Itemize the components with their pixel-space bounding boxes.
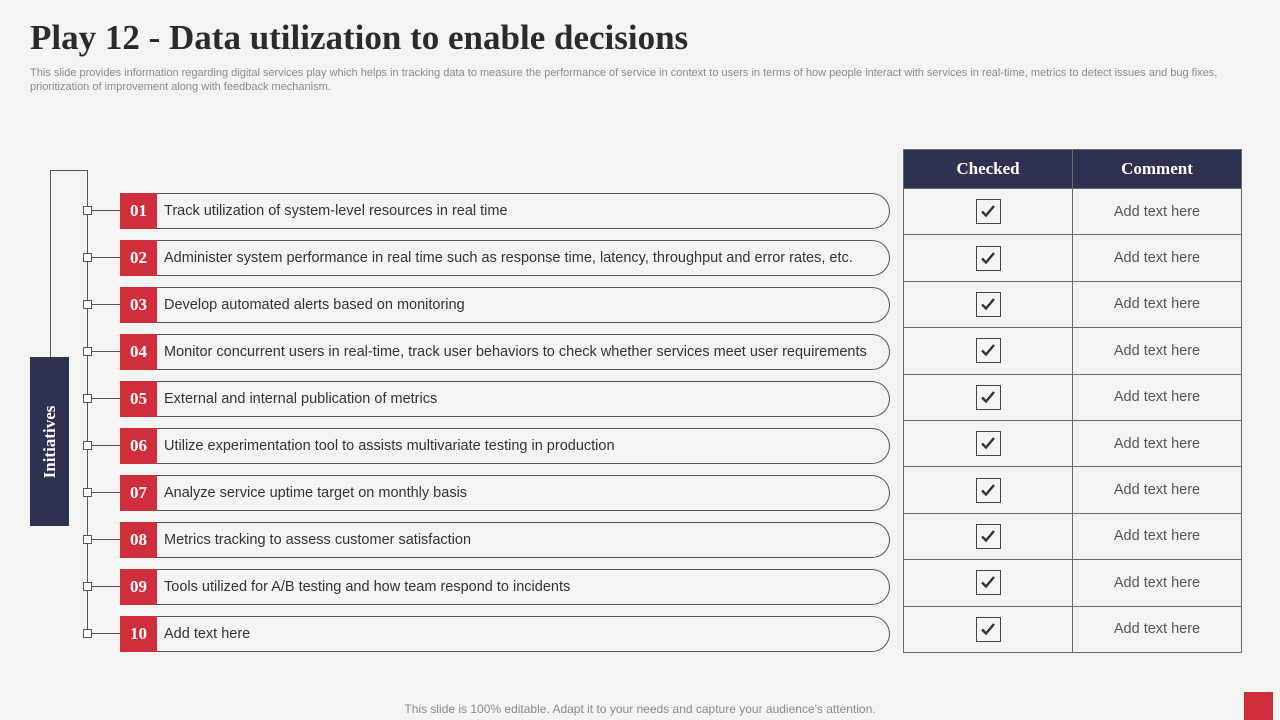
connector-line: [92, 257, 121, 258]
initiative-row: [83, 240, 893, 276]
initiative-row: [83, 569, 893, 605]
corner-accent-square: [1244, 692, 1273, 720]
checklist-table-body: [904, 189, 1242, 653]
connector-line: [92, 539, 121, 540]
checkbox-checked-icon[interactable]: [976, 431, 1001, 456]
checkbox-checked-icon[interactable]: [976, 292, 1001, 317]
comment-cell: Add text here: [1073, 513, 1242, 559]
table-row: [904, 420, 1242, 466]
comment-cell: Add text here: [1073, 189, 1242, 235]
connector-line: [92, 445, 121, 446]
connector-node: [83, 394, 92, 403]
table-row: [904, 513, 1242, 559]
initiative-number: 06: [120, 428, 157, 464]
initiatives-side-box: [30, 357, 69, 526]
initiative-number: 02: [120, 240, 157, 276]
comment-cell: Add text here: [1073, 606, 1242, 652]
bracket-left-line: [50, 170, 51, 358]
connector-node: [83, 253, 92, 262]
initiative-row: [83, 475, 893, 511]
connector-node: [83, 347, 92, 356]
initiative-number: 05: [120, 381, 157, 417]
checked-cell: [904, 606, 1073, 652]
initiative-text: Monitor concurrent users in real-time, track user behaviors to check whether services meet user requirements: [164, 344, 867, 360]
comment-cell: Add text here: [1073, 235, 1242, 281]
initiative-text: Analyze service uptime target on monthly basis: [164, 485, 468, 501]
checkbox-checked-icon[interactable]: [976, 199, 1001, 224]
connector-node: [83, 488, 92, 497]
comment-cell: Add text here: [1073, 328, 1242, 374]
initiative-row: [83, 616, 893, 652]
checked-cell: [904, 420, 1073, 466]
initiative-number: 10: [120, 616, 157, 652]
connector-line: [92, 210, 121, 211]
connector-line: [92, 304, 121, 305]
initiative-text: External and internal publication of metrics: [164, 391, 438, 407]
table-row: [904, 560, 1242, 606]
connector-line: [92, 586, 121, 587]
initiative-row: [83, 287, 893, 323]
initiative-number: 09: [120, 569, 157, 605]
connector-line: [92, 492, 121, 493]
page-subtitle: This slide provides information regarding digital services play which helps in tracking data to measure the performance of service in context to users in terms of how people interact with services in real-time, metrics to detect issues and bug fixes, prioritization of improvement along with feedback mechanism.: [30, 67, 1218, 93]
comment-cell: Add text here: [1073, 467, 1242, 513]
checkbox-checked-icon[interactable]: [976, 478, 1001, 503]
connector-node: [83, 629, 92, 638]
checkbox-checked-icon[interactable]: [976, 246, 1001, 271]
table-row: [904, 281, 1242, 327]
initiative-number: 08: [120, 522, 157, 558]
initiative-number: 04: [120, 334, 157, 370]
checked-cell: [904, 467, 1073, 513]
initiative-text: Add text here: [164, 626, 251, 642]
connector-node: [83, 441, 92, 450]
table-row: [904, 374, 1242, 420]
footer-note: This slide is 100% editable. Adapt it to your needs and capture your audience's attention.: [404, 702, 876, 716]
checkbox-checked-icon[interactable]: [976, 524, 1001, 549]
comment-cell: Add text here: [1073, 420, 1242, 466]
initiative-text: Utilize experimentation tool to assists multivariate testing in production: [164, 438, 615, 454]
page-title: Play 12 - Data utilization to enable decisions: [30, 18, 689, 57]
checked-cell: [904, 374, 1073, 420]
initiative-number: 01: [120, 193, 157, 229]
initiative-number: 07: [120, 475, 157, 511]
initiatives-label: Initiatives: [39, 405, 59, 478]
initiative-row: [83, 381, 893, 417]
checked-cell: [904, 235, 1073, 281]
checkbox-checked-icon[interactable]: [976, 338, 1001, 363]
checked-cell: [904, 281, 1073, 327]
table-header-row: [904, 150, 1242, 189]
initiative-row: [83, 193, 893, 229]
connector-node: [83, 535, 92, 544]
checkbox-checked-icon[interactable]: [976, 570, 1001, 595]
connector-node: [83, 300, 92, 309]
table-row: [904, 189, 1242, 235]
comment-header: Comment: [1073, 150, 1242, 189]
connector-line: [92, 398, 121, 399]
initiative-text: Metrics tracking to assess customer satisfaction: [164, 532, 472, 548]
initiative-text: Administer system performance in real time such as response time, latency, throughput and error rates, etc.: [164, 250, 853, 266]
connector-line: [92, 351, 121, 352]
initiative-row: [83, 522, 893, 558]
table-row: [904, 235, 1242, 281]
initiative-number: 03: [120, 287, 157, 323]
connector-node: [83, 206, 92, 215]
comment-cell: Add text here: [1073, 281, 1242, 327]
connector-line: [92, 633, 121, 634]
comment-cell: Add text here: [1073, 560, 1242, 606]
initiative-row: [83, 428, 893, 464]
initiative-row: [83, 334, 893, 370]
table-row: [904, 328, 1242, 374]
initiative-text: Develop automated alerts based on monitoring: [164, 297, 465, 313]
table-row: [904, 606, 1242, 652]
checkbox-checked-icon[interactable]: [976, 385, 1001, 410]
bracket-top-line: [50, 170, 88, 171]
initiative-text: Track utilization of system-level resources in real time: [164, 203, 508, 219]
comment-cell: Add text here: [1073, 374, 1242, 420]
initiative-text: Tools utilized for A/B testing and how team respond to incidents: [164, 579, 571, 595]
checked-cell: [904, 560, 1073, 606]
checked-cell: [904, 513, 1073, 559]
checkbox-checked-icon[interactable]: [976, 617, 1001, 642]
table-row: [904, 467, 1242, 513]
checked-header: Checked: [904, 150, 1073, 189]
checked-cell: [904, 189, 1073, 235]
checked-cell: [904, 328, 1073, 374]
connector-node: [83, 582, 92, 591]
checklist-table: [903, 149, 1242, 653]
